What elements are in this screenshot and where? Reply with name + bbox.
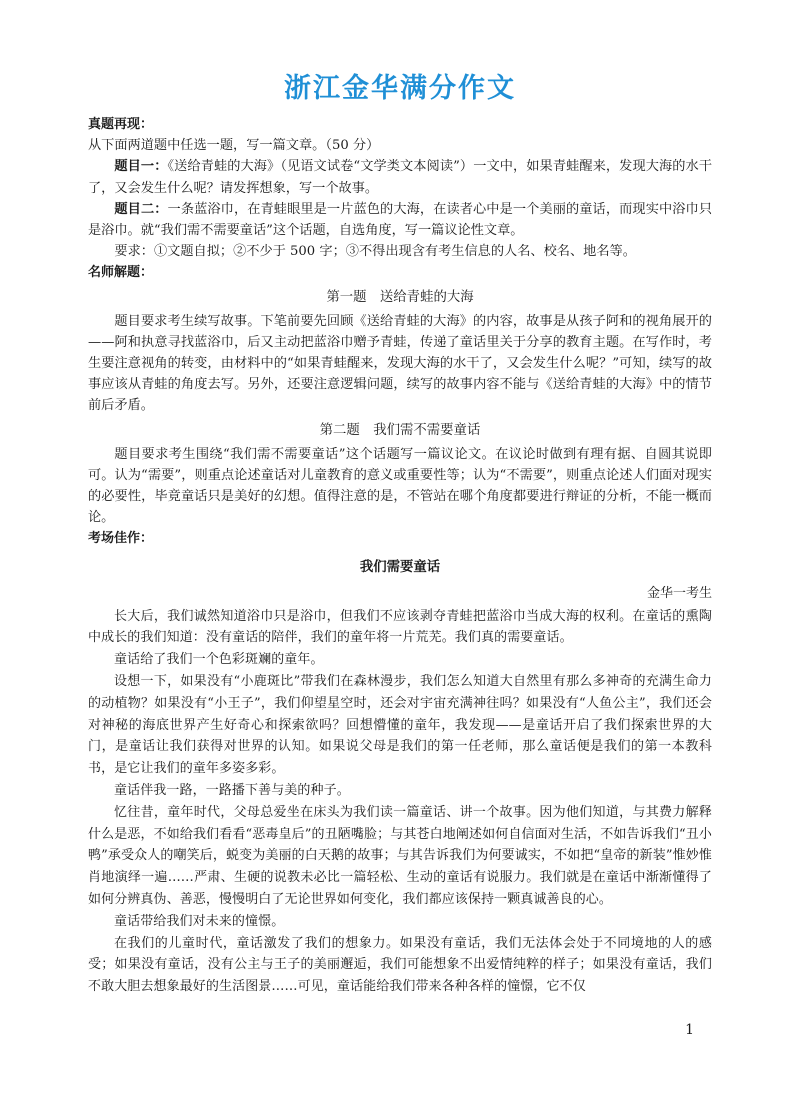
essay-section-label: 考场佳作： xyxy=(88,531,154,547)
exam-intro: 从下面两道题中任选一题，写一篇文章。（50 分） xyxy=(88,138,380,154)
analysis-one-text: 题目要求考生续写故事。下笔前要先回顾《送给青蛙的大海》的内容，故事是从孩子阿和的视角展开的——阿和执意寻找蓝浴巾，后又主动把蓝浴巾赠予青蛙，传递了童话里关于分享的教育主题。在写作时，考生要注意视角的转变，由材料中的“如果青蛙醒来，发现大海的水干了，又会发生什么呢？”可知，续写的故事应该从青蛙的角度去写。另外，还要注意逻辑问题，续写的故事内容不能与《送给青蛙的大海》中的情节前后矛盾。 xyxy=(88,313,712,414)
essay-paragraph: 长大后，我们诚然知道浴巾只是浴巾，但我们不应该剥夺青蛙把蓝浴巾当成大海的权利。在童话的熏陶中成长的我们知道：没有童话的陪伴，我们的童年将一片荒芜。我们真的需要童话。 xyxy=(88,608,712,646)
analysis-one-title: 第一题 送给青蛙的大海 xyxy=(326,289,474,305)
question-two-text: 一条蓝浴巾，在青蛙眼里是一片蓝色的大海，在读者心中是一个美丽的童话，而现实中浴巾只是浴巾。就“我们需不需要童话”这个话题，自选角度，写一篇议论性文章。 xyxy=(88,201,713,239)
question-one xyxy=(88,156,712,198)
question-one-text: 《送给青蛙的大海》（见语文试卷“文学类文本阅读”）一文中，如果青蛙醒来，发现大海的水干了，又会发生什么呢？请发挥想象，写一个故事。 xyxy=(88,159,713,196)
page-number: 1 xyxy=(685,1022,694,1038)
analysis-section-label: 名师解题： xyxy=(88,265,154,281)
question-two xyxy=(88,199,712,241)
question-one-label: 题目一： xyxy=(114,159,168,175)
essay-author: 金华一考生 xyxy=(646,585,712,601)
question-two-label: 题目二： xyxy=(114,201,168,217)
essay-paragraph: 忆往昔，童年时代，父母总爱坐在床头为我们读一篇童话、讲一个故事。因为他们知道，与其费力解释什么是恶，不如给我们看看“恶毒皇后”的丑陋嘴脸；与其苍白地阐述如何自信面对生活，不如告诉我们“丑小鸭”承受众人的嘲笑后，蜕变为美丽的白天鹅的故事；与其告诉我们为何要诚实，不如把“皇帝的新装”惟妙惟肖地演绎一遍……严肃、生硬的说教未必比一篇轻松、生动的童话有说服力。我们就是在童话中渐渐懂得了如何分辨真伪、善恶，慢慢明白了无论世界如何变化，我们都应该保持一颗真诚善良的心。 xyxy=(88,804,712,908)
essay-title: 我们需要童话 xyxy=(359,559,441,575)
analysis-two-text: 题目要求考生围绕“我们需不需要童话”这个话题写一篇议论文。在议论时做到有理有据、自圆其说即可。认为“需要”，则重点论述童话对儿童教育的意义或重要性等；认为“不需要”，则重点论述人们面对现实的必要性，毕竟童话只是美好的幻想。值得注意的是，不管站在哪个角度都要进行辩证的分析，不能一概而论。 xyxy=(88,446,712,526)
page-title: 浙江金华满分作文 xyxy=(284,73,516,104)
exam-section-label: 真题再现： xyxy=(88,117,154,132)
essay-paragraph: 童话给了我们一个色彩斑斓的童年。 xyxy=(114,652,324,668)
analysis-two-title: 第二题 我们需不需要童话 xyxy=(319,422,481,438)
essay-paragraph: 设想一下，如果没有“小鹿斑比”带我们在森林漫步，我们怎么知道大自然里有那么多神奇的充满生命力的动植物？如果没有“小王子”，我们仰望星空时，还会对宇宙充满神往吗？如果没有“人鱼公主”，我们还会对神秘的海底世界产生好奇心和探索欲吗？回想懵懂的童年，我发现——是童话开启了我们探索世界的大门，是童话让我们获得对世界的认知。如果说父母是我们的第一任老师，那么童话便是我们的第一本教科书，是它让我们的童年多姿多彩。 xyxy=(88,674,712,777)
essay-paragraph: 在我们的儿童时代，童话激发了我们的想象力。如果没有童话，我们无法体会处于不同境地的人的感受；如果没有童话，没有公主与王子的美丽邂逅，我们可能想象不出爱情纯粹的样子；如果没有童话，我们不敢大胆去想象最好的生活图景……可见，童话能给我们带来各种各样的憧憬，它不仅 xyxy=(88,935,712,995)
essay-paragraph: 童话带给我们对未来的憧憬。 xyxy=(114,913,285,929)
requirements: 要求：①文题自拟；②不少于 500 字；③不得出现含有考生信息的人名、校名、地名等。 xyxy=(114,244,636,260)
essay-paragraph: 童话伴我一路，一路播下善与美的种子。 xyxy=(114,783,350,799)
